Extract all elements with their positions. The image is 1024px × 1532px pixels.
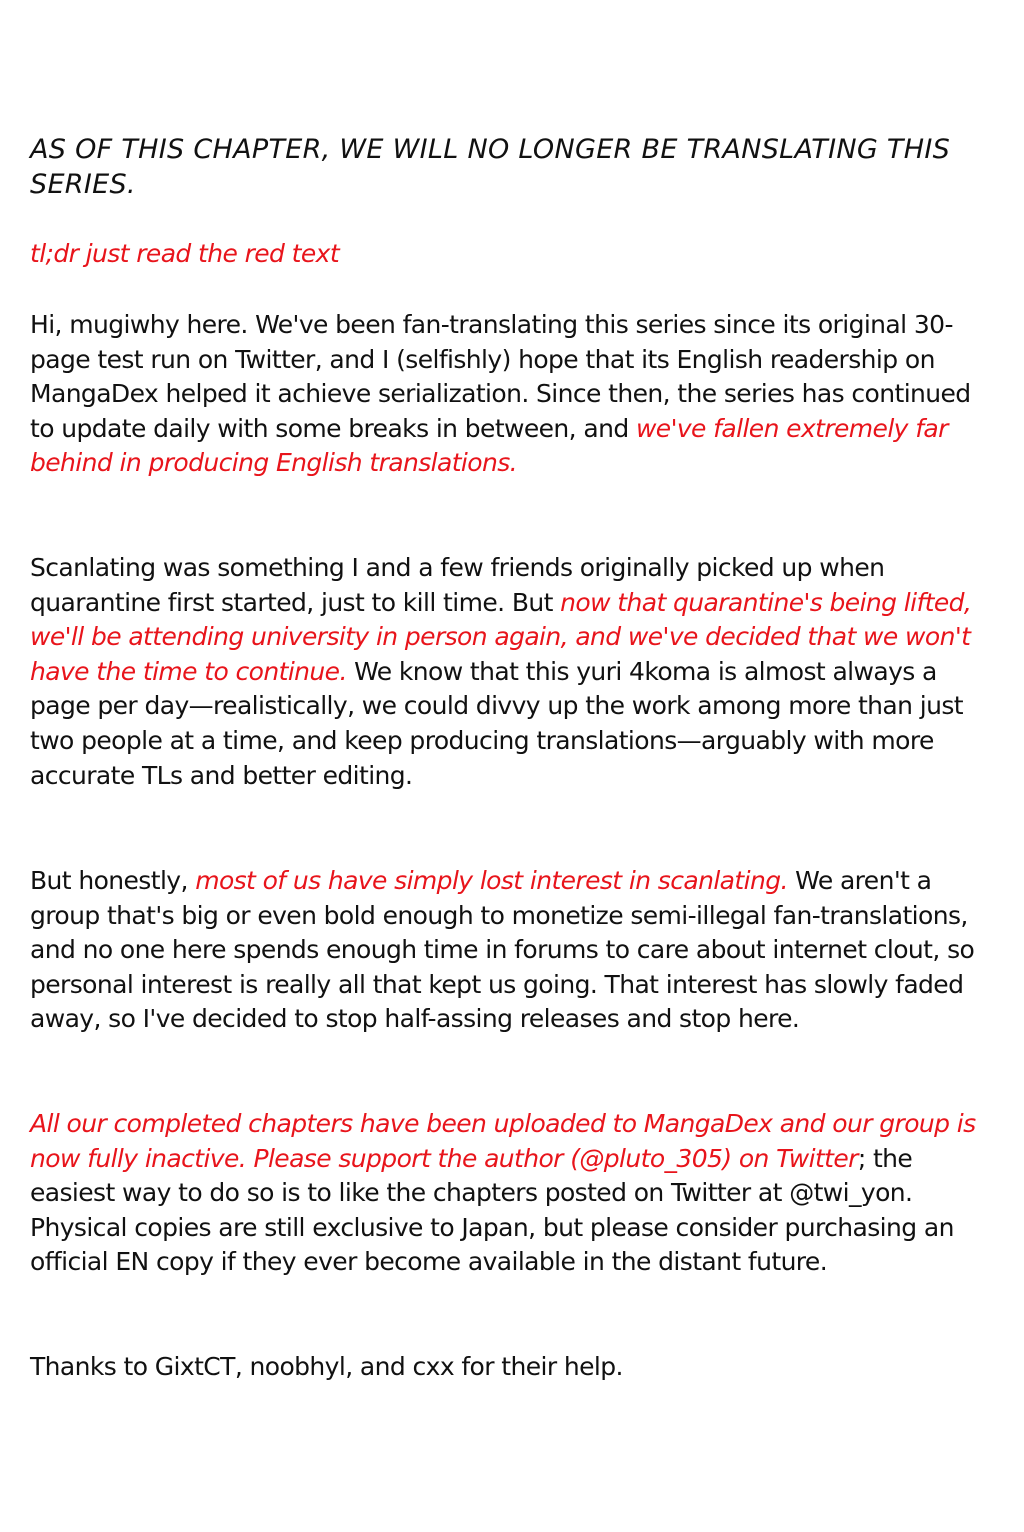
paragraph-interest-text: But honestly, — [30, 866, 196, 895]
paragraph-intro-highlight: we've fallen extremely far behind in producing English translations. — [30, 413, 948, 478]
paragraph-support-highlight: All our completed chapters have been uploaded to MangaDex and our group is now fully inactive. Please support the author (@pluto_305) on Twitter — [30, 1109, 976, 1173]
paragraph-support — [30, 1107, 994, 1280]
paragraph-reason-highlight: now that quarantine's being lifted, we'll be attending university in person again, and we've decided that we won't have the time to continue. — [30, 587, 972, 686]
paragraph-intro — [30, 308, 994, 481]
tldr-line: tl;dr just read the red text — [30, 239, 340, 268]
paragraph-intro-text: Hi, mugiwhy here. We've been fan-translating this series since its original 30-page test run on Twitter, and I (selfishly) hope that its English readership on MangaDex helped it achieve serialization. Since then, the series has continued to update daily with some breaks in between, and — [30, 310, 971, 443]
paragraph-thanks: Thanks to GixtCT, noobhyl, and cxx for their help. — [30, 1352, 623, 1381]
paragraph-interest — [30, 864, 994, 1037]
paragraph-interest-text-end: We aren't a group that's big or even bold enough to monetize semi-illegal fan-translations, and no one here spends enough time in forums to care about internet clout, so personal interest is really all that kept us going. That interest has slowly faded away, so I've decided to stop half-assing releases and stop here. — [30, 866, 975, 1034]
paragraph-reason-text: Scanlating was something I and a few friends originally picked up when quarantine first started, just to kill time. But — [30, 553, 885, 617]
notice-heading: AS OF THIS CHAPTER, WE WILL NO LONGER BE TRANSLATING THIS SERIES. — [30, 134, 951, 200]
paragraph-support-text: ; the easiest way to do so is to like the chapters posted on Twitter at @twi_yon. Physical copies are still exclusive to Japan, but please consider purchasing an official EN copy if they ever become available in the distant future. — [30, 1143, 954, 1277]
paragraph-interest-highlight: most of us have simply lost interest in scanlating. — [195, 866, 788, 895]
paragraph-reason-text-end: We know that this yuri 4koma is almost always a page per day—realistically, we could divvy up the work among more than just two people at a time, and keep producing translations—arguably with more accurate TLs and better editing. — [30, 656, 963, 790]
paragraph-reason — [30, 551, 994, 793]
